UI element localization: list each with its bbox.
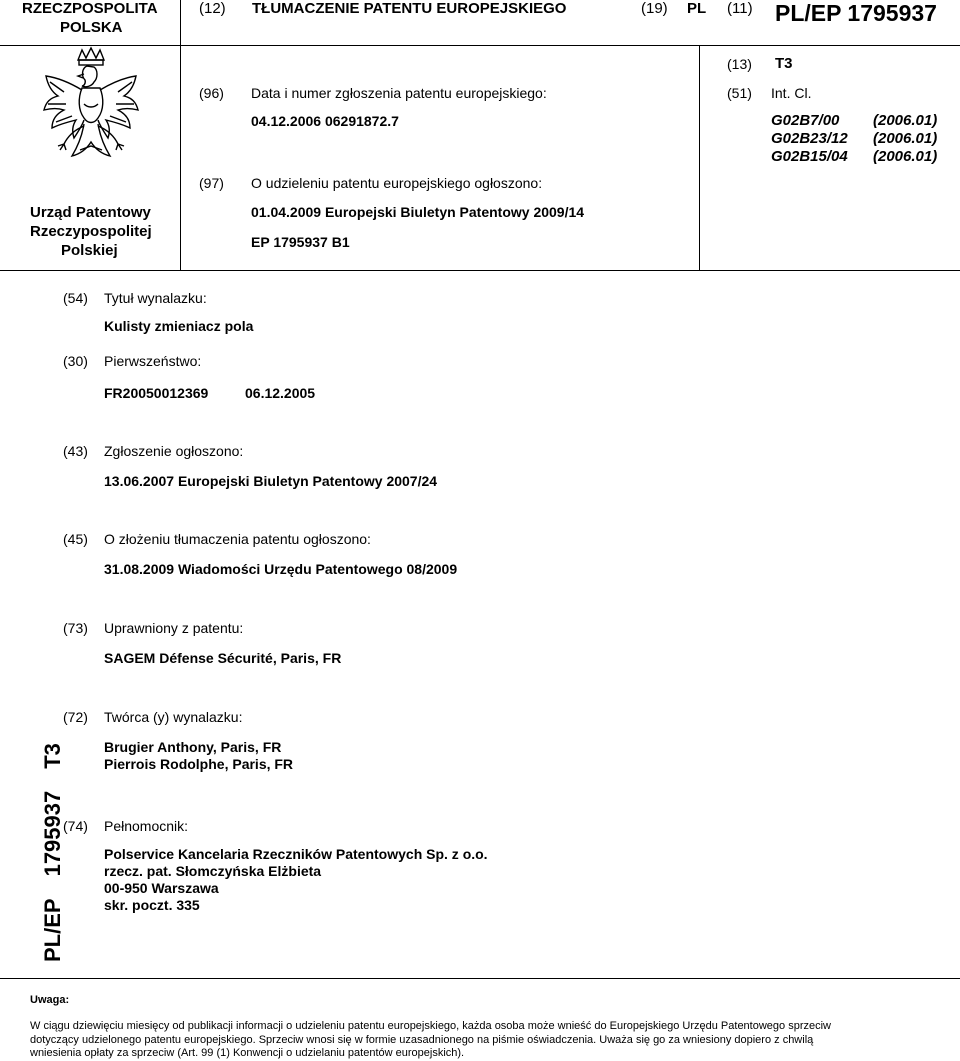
header-bottom-rule [0, 270, 960, 271]
title-label: Tytuł wynalazku: [104, 290, 207, 306]
code-43: (43) [63, 443, 88, 459]
code-51: (51) [727, 85, 752, 101]
code-19: (19) [641, 0, 668, 17]
code-13: (13) [727, 56, 752, 72]
side-number: 1795937 [40, 790, 65, 877]
inventor-2: Pierrois Rodolphe, Paris, FR [104, 756, 294, 772]
code-96: (96) [199, 85, 224, 101]
int-cl-label: Int. Cl. [771, 85, 812, 101]
grant-label: O udzieleniu patentu europejskiego ogłoszono: [251, 175, 543, 191]
office-name-line1: Urząd Patentowy [30, 204, 151, 221]
proprietor-value: SAGEM Défense Sécurité, Paris, FR [104, 650, 342, 666]
code-54: (54) [63, 290, 88, 306]
ipc-date-2: (2006.01) [873, 130, 938, 147]
ipc-date-1: (2006.01) [873, 112, 938, 129]
code-30: (30) [63, 353, 88, 369]
inventor-1: Brugier Anthony, Paris, FR [104, 739, 282, 755]
document-type: TŁUMACZENIE PATENTU EUROPEJSKIEGO [252, 0, 567, 17]
inventors-label: Twórca (y) wynalazku: [104, 709, 243, 725]
country-name-line2: POLSKA [60, 19, 123, 36]
translation-value: 31.08.2009 Wiadomości Urzędu Patentowego 08/2009 [104, 561, 458, 577]
translation-label: O złożeniu tłumaczenia patentu ogłoszono: [104, 531, 371, 547]
notice-line-3: wniesienia opłaty za sprzeciw (Art. 99 (1) Konwencji o udzielaniu patentów europejskich). [30, 1047, 465, 1059]
ipc-code-3: G02B15/04 [771, 148, 848, 165]
publication-label: Zgłoszenie ogłoszono: [104, 443, 244, 459]
attorney-line-2: rzecz. pat. Słomczyńska Elżbieta [104, 863, 322, 879]
grant-value: 01.04.2009 Europejski Biuletyn Patentowy 2009/14 [251, 204, 585, 220]
code-11: (11) [727, 0, 753, 17]
office-name-line3: Polskiej [61, 242, 118, 259]
country-code: PL [687, 0, 707, 17]
code-97: (97) [199, 175, 224, 191]
proprietor-label: Uprawniony z patentu: [104, 620, 244, 636]
code-72: (72) [63, 709, 88, 725]
attorney-label: Pełnomocnik: [104, 818, 189, 834]
side-prefix: PL/EP [40, 898, 65, 962]
invention-title: Kulisty zmieniacz pola [104, 318, 254, 334]
kind-code: T3 [775, 55, 793, 72]
code-73: (73) [63, 620, 88, 636]
priority-number: FR20050012369 [104, 385, 209, 401]
ipc-code-2: G02B23/12 [771, 130, 848, 147]
notice-line-1: W ciągu dziewięciu miesięcy od publikacji informacji o udzieleniu patentu europejskiego, każda osoba może wnieść do Europejskiego Urzędu Patentowego sprzeciw [30, 1020, 831, 1032]
notice-rule [0, 978, 960, 979]
notice-line-2: dotyczący udzielonego patentu europejskiego. Sprzeciw wnosi się w formie uzasadnionego na piśmie oświadczenia. Uważa się go za wniesiony dopiero z chwilą [30, 1034, 814, 1046]
ep-number: EP 1795937 B1 [251, 234, 350, 250]
application-value: 04.12.2006 06291872.7 [251, 113, 399, 129]
country-name-line1: RZECZPOSPOLITA [22, 0, 158, 17]
publication-value: 13.06.2007 Europejski Biuletyn Patentowy 2007/24 [104, 473, 438, 489]
side-kind: T3 [40, 743, 65, 769]
ipc-date-3: (2006.01) [873, 148, 938, 165]
header-rule [0, 45, 960, 46]
code-74: (74) [63, 818, 88, 834]
code-45: (45) [63, 531, 88, 547]
right-column-rule [699, 45, 700, 270]
left-column-rule [180, 0, 181, 270]
office-name-line2: Rzeczypospolitej [30, 223, 152, 240]
patent-number: PL/EP 1795937 [775, 0, 937, 26]
attorney-line-3: 00-950 Warszawa [104, 880, 219, 896]
attorney-line-4: skr. poczt. 335 [104, 897, 200, 913]
ipc-code-1: G02B7/00 [771, 112, 840, 129]
side-patent-label [40, 721, 66, 962]
attorney-line-1: Polservice Kancelaria Rzeczników Patentowych Sp. z o.o. [104, 846, 488, 862]
priority-label: Pierwszeństwo: [104, 353, 202, 369]
priority-date: 06.12.2005 [245, 385, 316, 401]
application-label: Data i numer zgłoszenia patentu europejskiego: [251, 85, 547, 101]
notice-title: Uwaga: [30, 994, 70, 1006]
polish-eagle-emblem-icon [38, 46, 144, 188]
code-12: (12) [199, 0, 226, 17]
